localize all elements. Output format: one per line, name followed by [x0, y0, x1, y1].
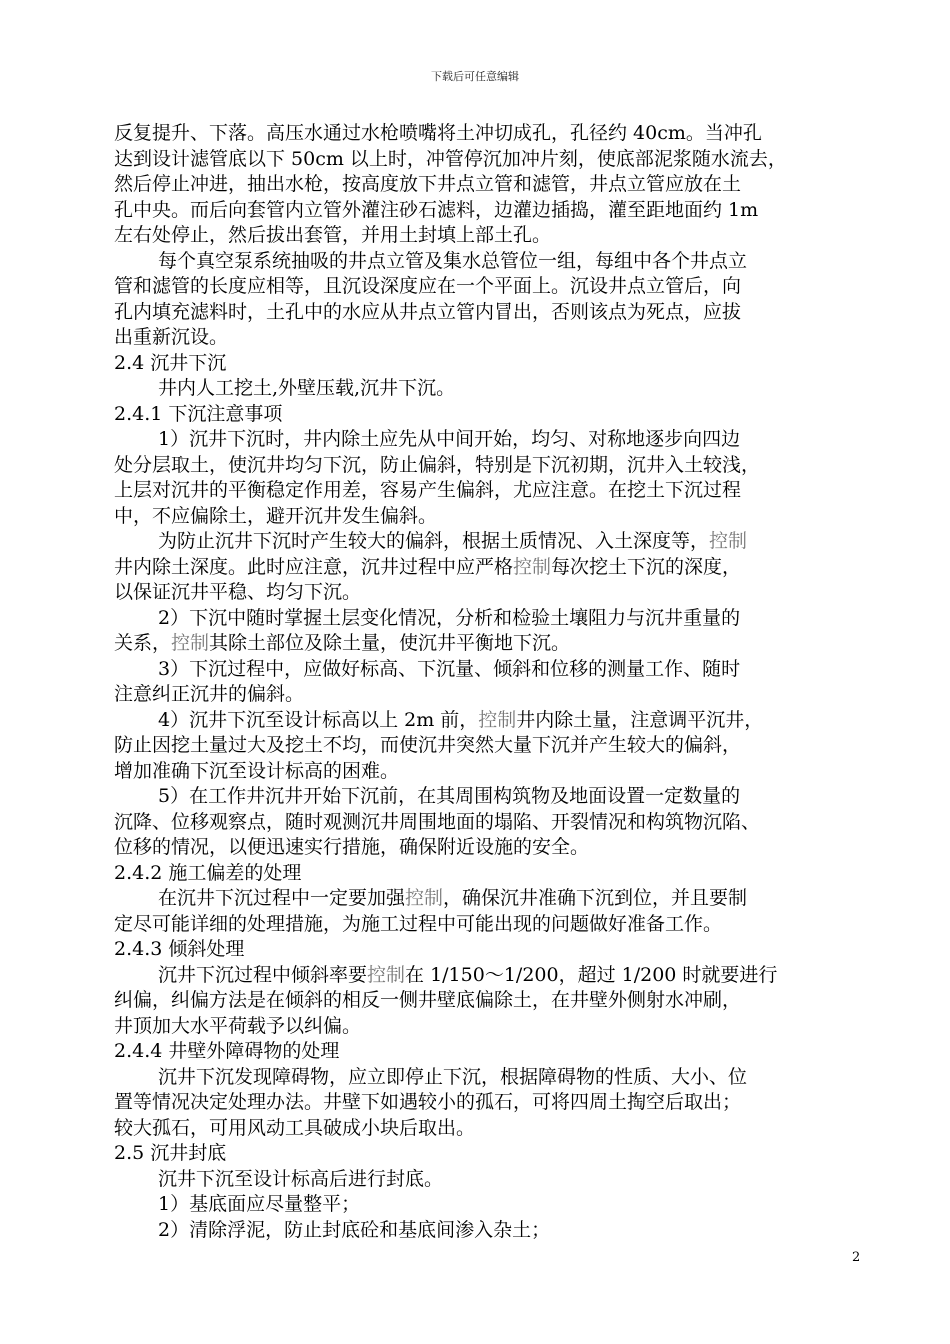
- text-line: [114, 1090, 864, 1116]
- text-segment: 沉井下沉至设计标高后进行封底。: [158, 1167, 444, 1190]
- document-body: [114, 121, 864, 1243]
- text-line: [114, 657, 864, 683]
- text-line: [114, 274, 864, 300]
- text-line: [114, 1014, 864, 1040]
- text-segment: 置等情况决定处理办法。井壁下如遇较小的孤石，可将四周土掏空后取出；: [114, 1091, 742, 1113]
- text-line: [114, 504, 864, 530]
- text-segment: 2.4 沉井下沉: [114, 351, 227, 374]
- text-line: [114, 478, 864, 504]
- text-segment: 沉井下沉发现障碍物，应立即停止下沉，根据障碍物的性质、大小、位: [158, 1065, 748, 1088]
- text-line: [114, 733, 864, 759]
- text-segment: 在 1/150～1/200，超过 1/200 时就要进行: [405, 963, 778, 986]
- text-segment: 每次挖土下沉的深度，: [551, 555, 742, 578]
- text-line: [114, 1192, 864, 1218]
- text-line: [114, 121, 864, 147]
- text-segment: 位移的情况，以便迅速实行措施，确保附近设施的安全。: [114, 836, 590, 858]
- text-segment: 1）沉井下沉时，井内除土应先从中间开始，均匀、对称地逐步向四边: [158, 428, 741, 450]
- text-line: [114, 351, 864, 377]
- text-segment: 左右处停止，然后拔出套管，并用土封填上部土孔。: [114, 224, 552, 246]
- text-segment: 定尽可能详细的处理措施，为施工过程中可能出现的问题做好准备工作。: [114, 912, 723, 935]
- text-segment: 然后停止冲进，抽出水枪，按高度放下井点立管和滤管，井点立管应放在土: [114, 173, 742, 195]
- text-segment: 2）清除浮泥，防止封底砼和基底间渗入杂土；: [158, 1218, 551, 1241]
- text-line: [114, 147, 864, 173]
- text-line: [114, 1218, 864, 1244]
- text-line: [114, 580, 864, 606]
- highlighted-term: 控制: [171, 632, 210, 654]
- text-line: [114, 172, 864, 198]
- text-line: [114, 937, 864, 963]
- text-segment: 井顶加大水平荷载予以纠偏。: [114, 1014, 362, 1037]
- text-segment: 其除土部位及除土量，使沉井平衡地下沉。: [209, 632, 571, 654]
- text-line: [114, 223, 864, 249]
- text-line: [114, 963, 864, 989]
- text-line: [114, 325, 864, 351]
- text-segment: 关系，: [114, 632, 172, 654]
- highlighted-term: 控制: [478, 708, 517, 731]
- text-segment: 注意纠正沉井的偏斜。: [114, 683, 305, 705]
- text-line: [114, 1039, 864, 1065]
- text-segment: 反复提升、下落。高压水通过水枪喷嘴将土冲切成孔，孔径约 40cm。当冲孔: [114, 122, 762, 144]
- text-segment: 孔中央。而后向套管内立管外灌注砂石滤料，边灌边插捣，灌至距地面约 1m: [114, 198, 759, 221]
- text-segment: 井内除土量，注意调平沉井，: [516, 708, 764, 731]
- highlighted-term: 控制: [513, 555, 552, 578]
- text-segment: 1）基底面应尽量整平；: [158, 1193, 361, 1215]
- text-line: [114, 835, 864, 861]
- text-segment: 上层对沉井的平衡稳定作用差，容易产生偏斜，尤应注意。在挖土下沉过程: [114, 479, 742, 501]
- text-line: [114, 198, 864, 224]
- highlighted-term: 控制: [367, 963, 406, 986]
- page-header: 下载后可任意编辑: [431, 70, 519, 83]
- text-segment: 3）下沉过程中，应做好标高、下沉量、倾斜和位移的测量工作、随时: [158, 657, 741, 680]
- highlighted-term: 控制: [405, 887, 444, 909]
- text-segment: 2.4.2 施工偏差的处理: [114, 861, 302, 884]
- text-line: [114, 1141, 864, 1167]
- text-line: [114, 427, 864, 453]
- text-line: [114, 376, 864, 402]
- text-segment: 管和滤管的长度应相等，且沉设深度应在一个平面上。沉设井点立管后，向: [114, 275, 742, 297]
- page-number: 2: [852, 1250, 861, 1265]
- text-segment: 出重新沉设。: [114, 326, 229, 348]
- text-segment: 井内人工挖土,外壁压载,沉井下沉。: [158, 377, 456, 399]
- text-line: [114, 682, 864, 708]
- text-line: [114, 912, 864, 938]
- text-segment: 2.5 沉井封底: [114, 1142, 227, 1164]
- text-segment: 2.4.3 倾斜处理: [114, 938, 245, 960]
- text-segment: 2）下沉中随时掌握土层变化情况，分析和检验土壤阻力与沉井重量的: [158, 606, 741, 629]
- text-line: [114, 555, 864, 581]
- text-line: [114, 300, 864, 326]
- text-line: [114, 810, 864, 836]
- text-line: [114, 402, 864, 428]
- text-line: [114, 1116, 864, 1142]
- text-segment: 4）沉井下沉至设计标高以上 2m 前，: [158, 708, 479, 731]
- text-line: [114, 1167, 864, 1193]
- text-segment: 2.4.1 下沉注意事项: [114, 402, 283, 425]
- text-line: [114, 861, 864, 887]
- text-segment: 沉井下沉过程中倾斜率要: [158, 963, 368, 986]
- text-line: [114, 631, 864, 657]
- text-segment: ，确保沉井准确下沉到位，并且要制: [443, 887, 748, 909]
- text-segment: 2.4.4 井壁外障碍物的处理: [114, 1040, 340, 1062]
- text-line: [114, 886, 864, 912]
- text-segment: 中，不应偏除土，避开沉井发生偏斜。: [114, 504, 438, 527]
- text-segment: 5）在工作井沉井开始下沉前，在其周围构筑物及地面设置一定数量的: [158, 785, 741, 807]
- text-segment: 达到设计滤管底以下 50cm 以上时，冲管停沉加冲片刻，使底部泥浆随水流去，: [114, 147, 787, 170]
- highlighted-term: 控制: [709, 530, 748, 552]
- text-line: [114, 249, 864, 275]
- text-segment: 沉降、位移观察点，随时观测沉井周围地面的塌陷、开裂情况和构筑物沉陷、: [114, 810, 761, 833]
- text-segment: 防止因挖土量过大及挖土不均，而使沉井突然大量下沉并产生较大的偏斜，: [114, 734, 742, 756]
- text-segment: 较大孤石，可用风动工具破成小块后取出。: [114, 1116, 476, 1139]
- text-line: [114, 759, 864, 785]
- text-segment: 每个真空泵系统抽吸的井点立管及集水总管位一组，每组中各个井点立: [158, 249, 748, 272]
- text-segment: 孔内填充滤料时，土孔中的水应从井点立管内冒出，否则该点为死点，应拔: [114, 300, 742, 323]
- text-segment: 在沉井下沉过程中一定要加强: [158, 887, 406, 909]
- text-line: [114, 988, 864, 1014]
- text-line: [114, 606, 864, 632]
- text-line: [114, 708, 864, 734]
- text-segment: 处分层取土，使沉井均匀下沉，防止偏斜，特别是下沉初期，沉井入土较浅，: [114, 453, 761, 476]
- text-line: [114, 784, 864, 810]
- text-segment: 纠偏，纠偏方法是在倾斜的相反一侧井壁底偏除土，在井壁外侧射水冲刷，: [114, 989, 742, 1011]
- text-segment: 为防止沉井下沉时产生较大的偏斜，根据土质情况、入土深度等，: [158, 530, 710, 552]
- text-line: [114, 1065, 864, 1091]
- text-line: [114, 453, 864, 479]
- text-segment: 以保证沉井平稳、均匀下沉。: [114, 581, 362, 603]
- text-line: [114, 529, 864, 555]
- text-segment: 增加准确下沉至设计标高的困难。: [114, 759, 400, 782]
- text-segment: 井内除土深度。此时应注意，沉井过程中应严格: [114, 555, 514, 578]
